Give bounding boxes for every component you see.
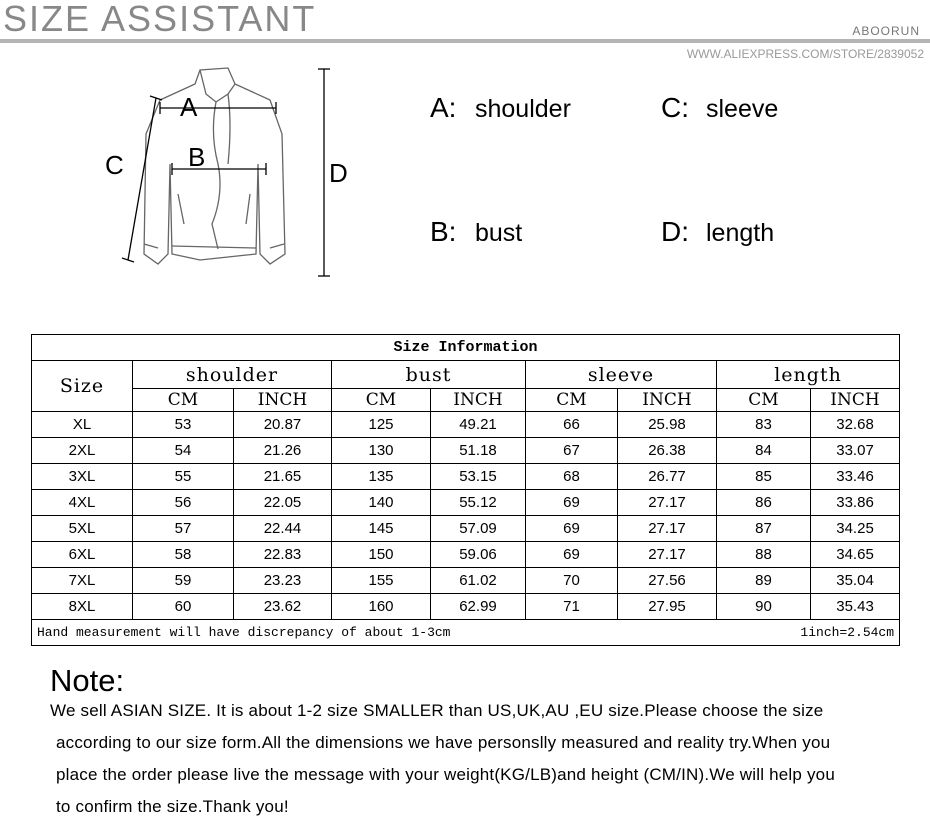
measurement-cell: 35.04 (811, 568, 900, 594)
measurement-cell: 33.86 (811, 490, 900, 516)
legend-label: shoulder (475, 95, 571, 123)
measurement-cell: 21.65 (234, 464, 332, 490)
group-header: length (717, 361, 900, 389)
unit-header: INCH (811, 389, 900, 412)
size-cell: XL (32, 412, 133, 438)
measurement-cell: 27.17 (618, 516, 717, 542)
measurement-cell: 54 (133, 438, 234, 464)
measurement-cell: 27.17 (618, 542, 717, 568)
table-row (32, 568, 900, 594)
measurement-cell: 84 (717, 438, 811, 464)
measurement-cell: 150 (332, 542, 431, 568)
page-title: SIZE ASSISTANT (3, 0, 317, 39)
unit-header: CM (717, 389, 811, 412)
table-row (32, 516, 900, 542)
measurement-cell: 86 (717, 490, 811, 516)
measurement-cell: 69 (526, 542, 618, 568)
measurement-cell: 155 (332, 568, 431, 594)
unit-header: CM (526, 389, 618, 412)
unit-header: CM (133, 389, 234, 412)
measurement-cell: 130 (332, 438, 431, 464)
measurement-cell: 125 (332, 412, 431, 438)
measurement-cell: 59.06 (431, 542, 526, 568)
measurement-cell: 62.99 (431, 594, 526, 620)
measurement-cell: 22.83 (234, 542, 332, 568)
measurement-cell: 58 (133, 542, 234, 568)
measurement-cell: 34.25 (811, 516, 900, 542)
measurement-cell: 66 (526, 412, 618, 438)
table-row (32, 464, 900, 490)
table-row (32, 438, 900, 464)
measurement-cell: 87 (717, 516, 811, 542)
legend-length (661, 216, 774, 248)
label-d: D (329, 158, 348, 188)
note-text (50, 695, 900, 823)
measurement-cell: 21.26 (234, 438, 332, 464)
label-b: B (188, 142, 206, 172)
unit-conversion: 1inch=2.54cm (800, 625, 895, 640)
unit-header: INCH (618, 389, 717, 412)
measurement-cell: 145 (332, 516, 431, 542)
legend-sleeve (661, 92, 778, 124)
legend-label: length (706, 219, 775, 247)
note-title: Note: (50, 663, 125, 698)
legend-key: A: (430, 92, 457, 123)
size-table-body (32, 412, 900, 620)
note-line: according to our size form.All the dimensions we have personslly measured and reality try.When you (56, 733, 831, 752)
measurement-cell: 27.56 (618, 568, 717, 594)
measurement-cell: 35.43 (811, 594, 900, 620)
measurement-cell: 25.98 (618, 412, 717, 438)
measurement-cell: 160 (332, 594, 431, 620)
measurement-cell: 26.77 (618, 464, 717, 490)
measurement-cell: 55.12 (431, 490, 526, 516)
measurement-cell: 140 (332, 490, 431, 516)
measurement-cell: 59 (133, 568, 234, 594)
measurement-cell: 53 (133, 412, 234, 438)
unit-header: INCH (431, 389, 526, 412)
measurement-cell: 88 (717, 542, 811, 568)
measurement-cell: 60 (133, 594, 234, 620)
jacket-diagram (100, 64, 350, 284)
measurement-cell: 69 (526, 516, 618, 542)
legend-bust (430, 216, 522, 248)
measurement-cell: 34.65 (811, 542, 900, 568)
legend-label: bust (475, 219, 523, 247)
measurement-cell: 20.87 (234, 412, 332, 438)
table-footer (32, 620, 900, 646)
measurement-cell: 85 (717, 464, 811, 490)
size-cell: 4XL (32, 490, 133, 516)
measurement-cell: 55 (133, 464, 234, 490)
measurement-cell: 83 (717, 412, 811, 438)
group-header: bust (332, 361, 526, 389)
measurement-cell: 57 (133, 516, 234, 542)
table-row (32, 542, 900, 568)
size-cell: 2XL (32, 438, 133, 464)
measurement-cell: 56 (133, 490, 234, 516)
measurement-cell: 57.09 (431, 516, 526, 542)
note-line: to confirm the size.Thank you! (56, 797, 289, 816)
table-caption: Size Information (32, 335, 900, 361)
measurement-cell: 33.07 (811, 438, 900, 464)
group-header: sleeve (526, 361, 717, 389)
measurement-cell: 135 (332, 464, 431, 490)
measurement-cell: 23.23 (234, 568, 332, 594)
measurement-cell: 51.18 (431, 438, 526, 464)
label-a: A (180, 92, 198, 122)
header-divider (0, 39, 930, 43)
measurement-cell: 90 (717, 594, 811, 620)
size-column-header: Size (32, 361, 133, 412)
measurement-cell: 27.95 (618, 594, 717, 620)
measurement-cell: 71 (526, 594, 618, 620)
size-table (31, 334, 900, 646)
measurement-cell: 53.15 (431, 464, 526, 490)
note-line: place the order please live the message with your weight(KG/LB)and height (CM/IN).We will help you (56, 765, 835, 784)
size-cell: 6XL (32, 542, 133, 568)
table-row (32, 490, 900, 516)
size-cell: 7XL (32, 568, 133, 594)
measurement-cell: 32.68 (811, 412, 900, 438)
measurement-cell: 26.38 (618, 438, 717, 464)
legend-shoulder (430, 92, 571, 124)
measurement-cell: 27.17 (618, 490, 717, 516)
measurement-cell: 69 (526, 490, 618, 516)
unit-header: INCH (234, 389, 332, 412)
note-line: We sell ASIAN SIZE. It is about 1-2 size SMALLER than US,UK,AU ,EU size.Please choose the size (50, 701, 824, 720)
measurement-cell: 22.05 (234, 490, 332, 516)
measurement-cell: 33.46 (811, 464, 900, 490)
measurement-cell: 22.44 (234, 516, 332, 542)
legend-label: sleeve (706, 95, 779, 123)
legend-key: C: (661, 92, 689, 123)
measurement-cell: 70 (526, 568, 618, 594)
measurement-cell: 61.02 (431, 568, 526, 594)
legend-key: D: (661, 216, 689, 247)
size-cell: 8XL (32, 594, 133, 620)
measurement-disclaimer: Hand measurement will have discrepancy of about 1-3cm (37, 625, 451, 640)
store-url: WWW.ALIEXPRESS.COM/STORE/2839052 (686, 47, 924, 61)
size-cell: 5XL (32, 516, 133, 542)
brand-name: ABOORUN (852, 24, 920, 38)
size-cell: 3XL (32, 464, 133, 490)
table-row (32, 412, 900, 438)
group-header: shoulder (133, 361, 332, 389)
measurement-cell: 49.21 (431, 412, 526, 438)
legend-key: B: (430, 216, 457, 247)
measurement-cell: 68 (526, 464, 618, 490)
table-row (32, 594, 900, 620)
measurement-cell: 89 (717, 568, 811, 594)
unit-header: CM (332, 389, 431, 412)
measurement-cell: 67 (526, 438, 618, 464)
label-c: C (105, 150, 124, 180)
measurement-cell: 23.62 (234, 594, 332, 620)
